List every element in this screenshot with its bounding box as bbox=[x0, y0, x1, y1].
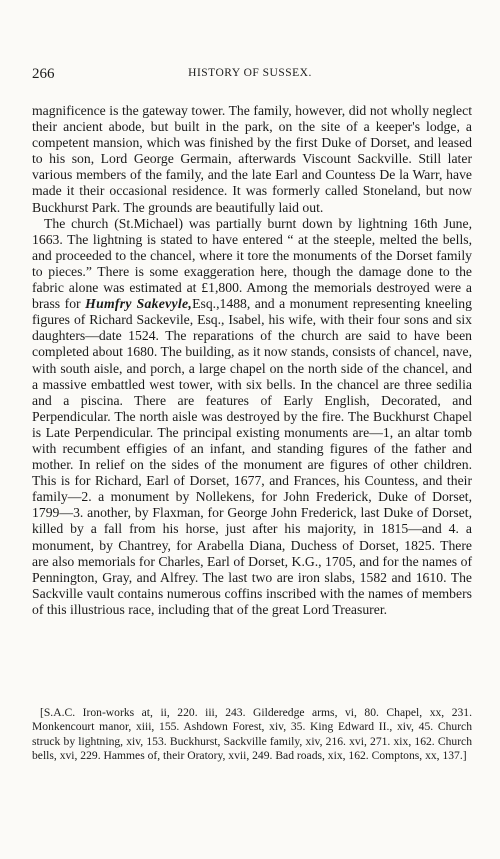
paragraph-1: magnificence is the gateway tower. The family, however, did not wholly neglect their ancient abode, but built in the park, on the site of a keeper's lodge, a competent mansion, which was finished by the first Duke of Dorset, and leased to his son, Lord George Germain, afterwards Viscount Sackville. Still later various members of the family, and the late Earl and Countess De la Warr, have made it their occasional residence. It was formerly called Stoneland, but now Buckhurst Park. The grounds are beautifully laid out. bbox=[32, 103, 472, 215]
page-number: 266 bbox=[32, 66, 55, 82]
paragraph-2-end: Esq.,1488, and a monument representing kneeling figures of Richard Sackevile, Esq., Isabel, his wife, with their four sons and six daughters—date 1524. The reparations of the church are said to have been completed about 1680. The building, as it now stands, consists of chancel, nave, with south aisle, and porch, a large chapel on the north side of the chancel, and a massive embattled west tower, with six bells. In the chancel are three sedilia and a piscina. There are features of Early English, Decorated, and Perpendicular. The north aisle was destroyed by the fire. The Buckhurst Chapel is Late Perpendicular. The principal existing monuments are—1, an altar tomb with recumbent effigies of an infant, and standing figures of the father and mother. In relief on the sides of the monument are figures of other children. This is for Richard, Earl of Dorset, 1677, and Frances, his Countess, and their family—2. a monument by Nollekens, for John Frederick, Duke of Dorset, 1799—3. another, by Flaxman, for George John Frederick, last Duke of Dorset, killed by a fall from his horse, just after his majority, in 1815—and 4. a monument, by Chantrey, for Arabella Diana, Duchess of Dorset, 1825. There are also memorials for Charles, Earl of Dorset, K.G., 1705, and for the names of Pennington, Gray, and Alfrey. The last two are iron slabs, 1582 and 1610. The Sackville vault contains numerous coffins inscribed with the names of members of this illustrious race, including that of the great Lord Treasurer. bbox=[32, 296, 472, 617]
notes-text: [S.A.C. Iron-works at, ii, 220. iii, 243. Gilderedge arms, vi, 80. Chapel, xx, 231. Monkencourt manor, xiii, 155. Ashdown Forest, xiv, 35. King Edward II., xiv, 45. Church struck by lightning, xiv, 153. Buckhurst, Sackville family, xiv, 216. xvi, 271. xix, 162. Church bells, xvi, 229. Hammes of, their Oratory, xvii, 249. Bad roads, xix, 162. Comptons, xx, 137.] bbox=[32, 706, 472, 763]
running-title: HISTORY OF SUSSEX. bbox=[188, 67, 312, 79]
page-header bbox=[32, 66, 468, 86]
paragraph-2 bbox=[32, 216, 472, 618]
reference-notes bbox=[32, 706, 472, 764]
body-text bbox=[32, 103, 472, 618]
blackletter-name: Humfry Sakevyle, bbox=[85, 296, 193, 312]
paragraph-2-start: The church (St.Michael) was partially burnt down by lightning 16th June, 1663. The lightning is stated to have entered “ at the steeple, melted the bells, and proceeded to the chancel, where it tore the monuments of the Dorset family to pieces.” There is some exaggeration here, though the damage done to the fabric alone was estimated at £1,800. Among the memorials destroyed were a brass for bbox=[32, 215, 472, 312]
